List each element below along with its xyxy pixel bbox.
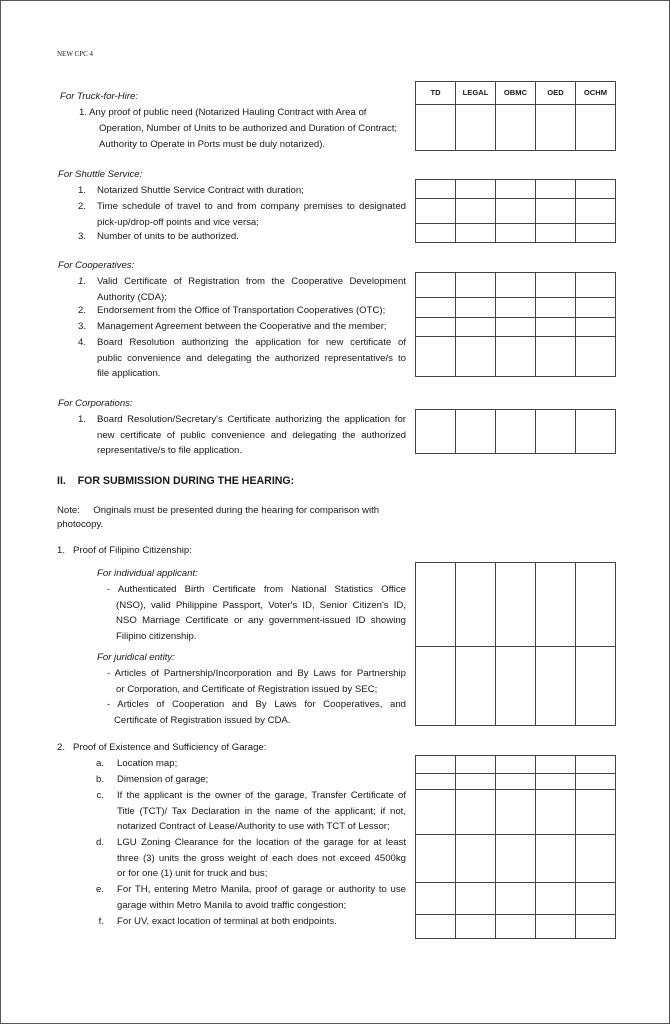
juridical-caption: For juridical entity: <box>97 652 175 663</box>
item-number: 2. <box>77 201 86 212</box>
check-cell[interactable] <box>416 337 456 377</box>
note-line-2: photocopy. <box>57 519 104 530</box>
item-number: e. <box>95 884 104 895</box>
check-cell[interactable] <box>416 790 456 835</box>
check-cell[interactable] <box>496 105 536 151</box>
check-cell[interactable] <box>496 318 536 337</box>
check-cell[interactable] <box>576 835 616 883</box>
check-cell[interactable] <box>576 915 616 939</box>
check-cell[interactable] <box>416 199 456 224</box>
check-cell[interactable] <box>576 298 616 318</box>
checklist-corporations <box>415 409 616 454</box>
check-cell[interactable] <box>496 835 536 883</box>
check-cell[interactable] <box>416 298 456 318</box>
checklist-truck <box>415 81 616 151</box>
checklist-header <box>416 82 616 105</box>
checklist-row <box>416 318 616 337</box>
check-cell[interactable] <box>496 790 536 835</box>
check-cell[interactable] <box>536 337 576 377</box>
checklist-row <box>416 835 616 883</box>
item-number: 1. <box>77 414 86 425</box>
requirement-line: - Authenticated Birth Certificate from National Statistics Office <box>107 584 406 595</box>
requirement-line: or Corporation, and Certificate of Registration issued by SEC; <box>116 683 378 695</box>
checklist-garage <box>415 755 616 939</box>
item-number: 1. <box>77 185 86 196</box>
check-cell[interactable] <box>576 756 616 774</box>
checklist-row <box>416 410 616 454</box>
item-line: Authority (CDA); <box>97 291 167 303</box>
checklist-row <box>416 337 616 377</box>
check-cell[interactable] <box>416 647 456 726</box>
check-cell[interactable] <box>416 563 456 647</box>
garage-item-e <box>117 882 406 913</box>
check-cell[interactable] <box>576 647 616 726</box>
shuttle-item-1: Notarized Shuttle Service Contract with duration; <box>97 185 304 196</box>
check-cell[interactable] <box>576 790 616 835</box>
item-line: Board Resolution authorizing the application for new certificate of <box>97 337 406 348</box>
check-cell[interactable] <box>576 199 616 224</box>
col-legal: LEGAL <box>456 82 496 105</box>
coop-item-4 <box>97 335 406 382</box>
checklist-citizenship <box>415 562 616 726</box>
check-cell[interactable] <box>416 883 456 915</box>
check-cell[interactable] <box>536 273 576 298</box>
requirement-line: - Articles of Cooperation and By Laws for Cooperatives, and <box>107 699 406 710</box>
check-cell[interactable] <box>496 774 536 790</box>
checklist-row <box>416 647 616 726</box>
item-line: Valid Certificate of Registration from the Cooperative Development <box>97 276 406 287</box>
check-cell[interactable] <box>416 105 456 151</box>
col-td: TD <box>416 82 456 105</box>
item-number: a. <box>95 758 104 769</box>
check-cell[interactable] <box>576 105 616 151</box>
shuttle-caption: For Shuttle Service: <box>58 169 143 180</box>
juridical-requirement-a <box>107 666 406 697</box>
check-cell[interactable] <box>496 563 536 647</box>
check-cell[interactable] <box>496 410 536 454</box>
check-cell[interactable] <box>456 563 496 647</box>
coop-item-3: Management Agreement between the Cooperative and the member; <box>97 321 387 332</box>
check-cell[interactable] <box>536 883 576 915</box>
garage-item-a: Location map; <box>117 758 178 769</box>
check-cell[interactable] <box>576 337 616 377</box>
item-line: representative/s to file application. <box>97 445 243 457</box>
item-line: file application. <box>97 368 161 380</box>
check-cell[interactable] <box>416 835 456 883</box>
truck-item-1-line-3: Authority to Operate in Ports must be duly notarized). <box>99 139 326 150</box>
truck-for-hire-caption: For Truck-for-Hire: <box>60 91 138 102</box>
item-number: 3. <box>77 231 86 242</box>
corp-item-1 <box>97 412 406 459</box>
check-cell[interactable] <box>576 774 616 790</box>
item-line: new certificate of public convenience and delegating the authorized <box>97 429 406 441</box>
col-obmc: OBMC <box>496 82 536 105</box>
requirement-line: - Articles of Partnership/Incorporation and By Laws for Partnership <box>107 668 406 679</box>
check-cell[interactable] <box>456 224 496 243</box>
check-cell[interactable] <box>576 273 616 298</box>
item-line: garage within Metro Manila to avoid traffic congestion; <box>117 899 347 911</box>
check-cell[interactable] <box>536 563 576 647</box>
shuttle-item-2 <box>97 199 406 230</box>
check-cell[interactable] <box>416 756 456 774</box>
check-cell[interactable] <box>576 563 616 647</box>
check-cell[interactable] <box>536 915 576 939</box>
col-oed: OED <box>536 82 576 105</box>
item-number: 3. <box>77 321 86 332</box>
truck-item-1 <box>79 105 366 121</box>
checklist-row <box>416 224 616 243</box>
corporations-caption: For Corporations: <box>58 398 133 409</box>
check-cell[interactable] <box>536 835 576 883</box>
checklist-row <box>416 774 616 790</box>
check-cell[interactable] <box>496 180 536 199</box>
check-cell[interactable] <box>416 774 456 790</box>
check-cell[interactable] <box>536 224 576 243</box>
check-cell[interactable] <box>456 105 496 151</box>
check-cell[interactable] <box>576 883 616 915</box>
item-number: 1. <box>79 107 88 118</box>
check-cell[interactable] <box>456 298 496 318</box>
note-line-1: Note: Originals must be presented during the hearing for comparison with <box>57 505 380 516</box>
check-cell[interactable] <box>536 756 576 774</box>
item-number: 1. <box>77 276 86 287</box>
checklist-row <box>416 915 616 939</box>
check-cell[interactable] <box>496 199 536 224</box>
check-cell[interactable] <box>496 273 536 298</box>
item-number: c. <box>96 790 104 801</box>
check-cell[interactable] <box>456 647 496 726</box>
individual-requirements <box>107 582 406 644</box>
check-cell[interactable] <box>456 337 496 377</box>
item-line: or for one (1) unit for truck and bus; <box>117 868 268 880</box>
item-number: 4. <box>77 337 86 348</box>
item-line: Title (TCT)/ Tax Declaration in the name of the applicant; if not, <box>117 805 406 817</box>
checklist-row <box>416 756 616 774</box>
garage-item-f: For UV, exact location of terminal at both endpoints. <box>117 916 337 927</box>
check-cell[interactable] <box>536 199 576 224</box>
check-cell[interactable] <box>536 647 576 726</box>
check-cell[interactable] <box>456 180 496 199</box>
check-cell[interactable] <box>456 774 496 790</box>
check-cell[interactable] <box>536 105 576 151</box>
item-line: public convenience and delegating the authorized representative/s to <box>97 352 406 364</box>
item-number: b. <box>95 774 104 785</box>
garage-item-b: Dimension of garage; <box>117 774 209 785</box>
check-cell[interactable] <box>456 273 496 298</box>
check-cell[interactable] <box>536 298 576 318</box>
garage-item-d <box>117 835 406 882</box>
check-cell[interactable] <box>456 410 496 454</box>
check-cell[interactable] <box>416 273 456 298</box>
checklist-shuttle <box>415 179 616 243</box>
checklist-row <box>416 105 616 151</box>
checklist-row <box>416 180 616 199</box>
page-tag: NEW CPC 4 <box>57 50 94 58</box>
checklist-cooperatives <box>415 272 616 377</box>
checklist-row <box>416 199 616 224</box>
check-cell[interactable] <box>536 180 576 199</box>
coop-item-1 <box>97 274 406 305</box>
item-line: If the applicant is the owner of the garage, Transfer Certificate of <box>117 790 406 801</box>
checklist-row <box>416 790 616 835</box>
item-number: 2. <box>77 305 86 316</box>
checklist-row <box>416 563 616 647</box>
check-cell[interactable] <box>496 224 536 243</box>
check-cell[interactable] <box>456 883 496 915</box>
check-cell[interactable] <box>416 915 456 939</box>
check-cell[interactable] <box>456 915 496 939</box>
truck-item-1-line-2: Operation, Number of Units to be authorized and Duration of Contract; <box>99 123 398 134</box>
check-cell[interactable] <box>456 199 496 224</box>
item-number: d. <box>95 837 104 848</box>
check-cell[interactable] <box>536 410 576 454</box>
cooperatives-caption: For Cooperatives: <box>58 260 135 271</box>
section-heading: II. FOR SUBMISSION DURING THE HEARING: <box>57 475 295 487</box>
check-cell[interactable] <box>456 756 496 774</box>
item-line: LGU Zoning Clearance for the location of the garage for at least <box>117 837 406 848</box>
item-number: f. <box>98 916 104 927</box>
check-cell[interactable] <box>536 318 576 337</box>
check-cell[interactable] <box>496 647 536 726</box>
check-cell[interactable] <box>576 224 616 243</box>
check-cell[interactable] <box>496 915 536 939</box>
item-line: Board Resolution/Secretary's Certificate authorizing the application for <box>97 414 406 425</box>
item-line: For TH, entering Metro Manila, proof of garage or authority to use <box>117 884 406 895</box>
checklist-row <box>416 298 616 318</box>
check-cell[interactable] <box>536 790 576 835</box>
check-cell[interactable] <box>416 318 456 337</box>
individual-caption: For individual applicant: <box>97 568 198 579</box>
check-cell[interactable] <box>416 180 456 199</box>
check-cell[interactable] <box>496 337 536 377</box>
check-cell[interactable] <box>536 774 576 790</box>
requirement-line: (NSO), valid Philippine Passport, Voter's ID, Senior Citizen's ID, <box>116 599 406 611</box>
check-cell[interactable] <box>456 790 496 835</box>
requirement-line: Certificate of Registration issued by CDA. <box>114 714 291 726</box>
coop-item-2: Endorsement from the Office of Transportation Cooperatives (OTC); <box>97 305 386 316</box>
check-cell[interactable] <box>416 410 456 454</box>
garage-title: 2. Proof of Existence and Sufficiency of Garage: <box>57 742 267 753</box>
check-cell[interactable] <box>496 883 536 915</box>
item-line: three (3) units the gross weight of each does not exceed 4500kg <box>117 852 406 864</box>
check-cell[interactable] <box>576 318 616 337</box>
shuttle-item-3: Number of units to be authorized. <box>97 231 239 242</box>
requirement-line: Filipino citizenship. <box>116 630 197 642</box>
check-cell[interactable] <box>456 835 496 883</box>
checklist-row <box>416 883 616 915</box>
check-cell[interactable] <box>456 318 496 337</box>
check-cell[interactable] <box>496 298 536 318</box>
check-cell[interactable] <box>496 756 536 774</box>
col-ochm: OCHM <box>576 82 616 105</box>
item-line: Any proof of public need (Notarized Hauling Contract with Area of <box>89 107 367 118</box>
check-cell[interactable] <box>576 410 616 454</box>
item-line: pick-up/drop-off points and vice versa; <box>97 216 259 228</box>
citizenship-title: 1. Proof of Filipino Citizenship: <box>57 545 192 556</box>
check-cell[interactable] <box>576 180 616 199</box>
item-line: notarized Contract of Lease/Authority to use with TCT of Lessor; <box>117 821 390 833</box>
requirement-line: NSO Marriage Certificate or any government-issued ID showing <box>116 615 406 627</box>
garage-item-c <box>117 788 406 835</box>
juridical-requirement-b <box>107 697 406 728</box>
item-line: Time schedule of travel to and from company premises to designated <box>97 201 406 212</box>
checklist-row <box>416 273 616 298</box>
check-cell[interactable] <box>416 224 456 243</box>
